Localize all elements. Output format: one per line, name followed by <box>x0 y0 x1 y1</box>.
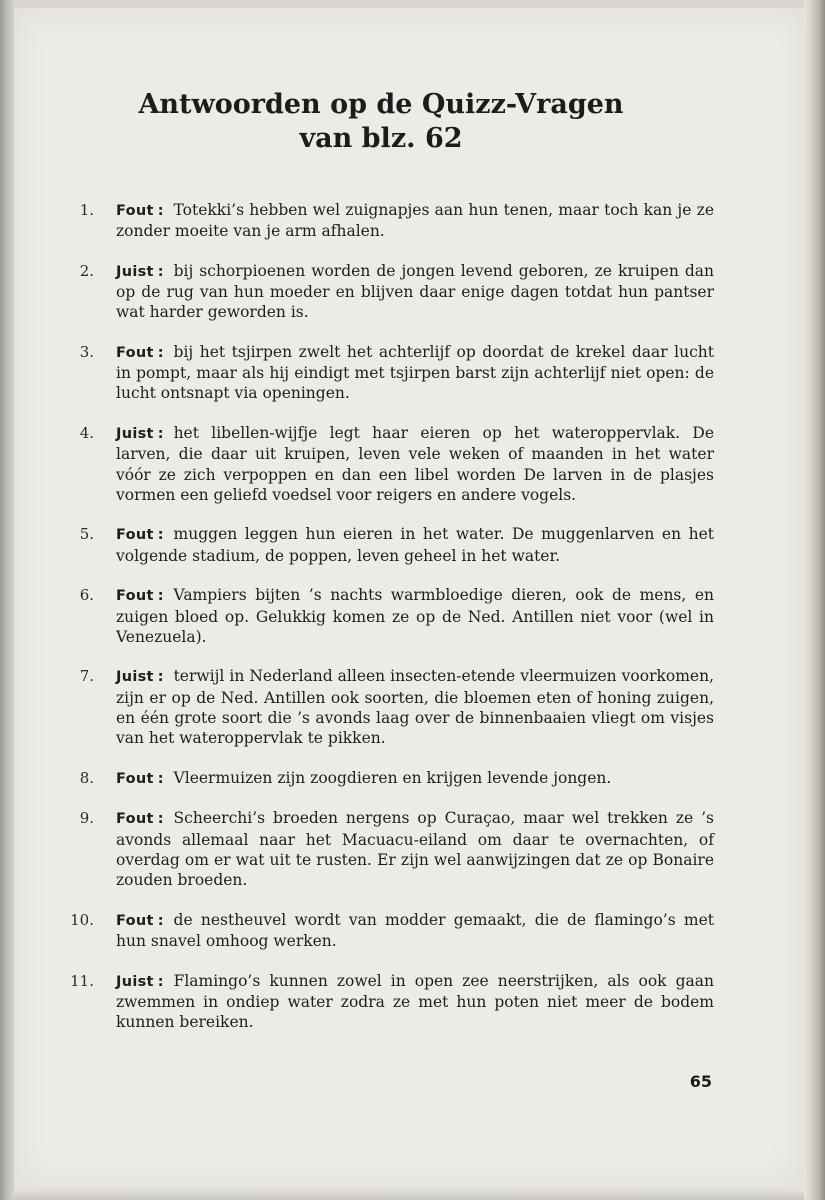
answer-verdict: Fout <box>116 527 154 544</box>
answer-item <box>64 200 714 241</box>
page-title-line-1: Antwoorden op de Quizz-Vragen <box>138 89 624 120</box>
page-title <box>14 88 748 156</box>
answer-separator: : <box>157 588 164 605</box>
answer-text: bij schorpioenen worden de jongen levend geboren, ze kruipen dan op de rug van hun moeder en blijven daar enige dagen totdat hun pantser wat harder geworden is. <box>116 261 714 322</box>
page-title-line-2: van blz. 62 <box>299 123 463 154</box>
answer-separator: : <box>157 263 164 280</box>
answer-separator: : <box>157 770 164 787</box>
answer-number: 7. <box>79 667 94 686</box>
answer-number: 5. <box>79 525 94 544</box>
answer-number: 8. <box>79 768 94 787</box>
answer-number: 10. <box>70 910 94 929</box>
answer-number: 9. <box>79 809 94 828</box>
answer-text: Totekki’s hebben wel zuignapjes aan hun tenen, maar toch kan je ze zonder moeite van je arm afhalen. <box>116 201 714 241</box>
answer-item <box>64 585 714 647</box>
answer-text: terwijl in Nederland alleen insecten-etende vleermuizen voorkomen, zijn er op de Ned. Antillen ook soorten, die bloemen eten of honing zuigen, en één grote soort die ’s avonds laag over de binnenbaaien vliegt om visjes van het wateroppervlak te pikken. <box>116 667 714 748</box>
answer-verdict: Juist <box>116 973 154 990</box>
answer-number: 4. <box>79 424 94 443</box>
answer-item <box>64 423 714 505</box>
book-spine-shadow <box>0 0 14 1200</box>
answer-separator: : <box>157 669 164 686</box>
answer-verdict: Fout <box>116 770 154 787</box>
answer-verdict: Juist <box>116 426 154 443</box>
answer-verdict: Fout <box>116 345 154 362</box>
answer-text: de nestheuvel wordt van modder gemaakt, die de flamingo’s met hun snavel omhoog werken. <box>116 910 714 950</box>
answer-item <box>64 971 714 1033</box>
answer-verdict: Juist <box>116 669 154 686</box>
answer-separator: : <box>157 203 164 219</box>
answer-number: 3. <box>79 343 94 362</box>
answer-separator: : <box>157 426 164 443</box>
answer-item <box>64 524 714 565</box>
answer-verdict: Fout <box>116 912 154 929</box>
answer-text: muggen leggen hun eieren in het water. De muggenlarven en het volgende stadium, de poppen, leven geheel in het water. <box>116 525 714 565</box>
answer-text: het libellen-wijfje legt haar eieren op het wateroppervlak. De larven, die daar uit kruipen, leven vele weken of maanden in het water vóór ze zich verpoppen en dan een libel worden De larven in de plasjes vormen een geliefd voedsel voor reigers en andere vogels. <box>116 424 714 504</box>
answer-separator: : <box>157 811 164 828</box>
answer-number: 11. <box>70 971 94 990</box>
answer-text: Scheerchi’s broeden nergens op Curaçao, maar wel trekken ze ’s avonds allemaal naar het Macuacu-eiland om daar te overnachten, of overdag om er wat uit te rusten. Er zijn wel aanwijzingen dat ze op Bonaire zouden broeden. <box>116 809 714 890</box>
answer-item <box>64 768 714 789</box>
page-edge-bottom <box>14 1188 804 1200</box>
answer-item <box>64 808 714 890</box>
answer-text: Flamingo’s kunnen zowel in open zee neerstrijken, als ook gaan zwemmen in ondiep water zodra ze met hun poten niet meer de bodem kunnen bereiken. <box>116 971 714 1032</box>
answer-separator: : <box>157 345 164 362</box>
answer-number: 1. <box>79 201 94 219</box>
answer-list <box>64 200 714 1052</box>
answer-item <box>64 666 714 748</box>
answer-text: Vampiers bijten ’s nachts warmbloedige dieren, ook de mens, en zuigen bloed op. Gelukkig komen ze op de Ned. Antillen niet voor (wel in Venezuela). <box>116 586 714 646</box>
answer-verdict: Juist <box>116 263 154 280</box>
answer-number: 2. <box>79 261 94 280</box>
answer-text: Vleermuizen zijn zoogdieren en krijgen levende jongen. <box>173 768 612 787</box>
answer-separator: : <box>157 973 164 990</box>
answer-item <box>64 261 714 323</box>
answer-verdict: Fout <box>116 203 154 219</box>
answer-item <box>64 342 714 404</box>
page-edge-right <box>804 0 825 1200</box>
answer-separator: : <box>157 527 164 544</box>
page-number: 65 <box>689 1072 712 1091</box>
answer-verdict: Fout <box>116 588 154 605</box>
answer-number: 6. <box>79 586 94 605</box>
answer-item <box>64 910 714 951</box>
answer-verdict: Fout <box>116 811 154 828</box>
answer-text: bij het tsjirpen zwelt het achterlijf op doordat de krekel daar lucht in pompt, maar als hij eindigt met tsjirpen barst zijn achterlijf niet open: de lucht ontsnapt via openingen. <box>116 343 714 403</box>
answer-separator: : <box>157 912 164 929</box>
